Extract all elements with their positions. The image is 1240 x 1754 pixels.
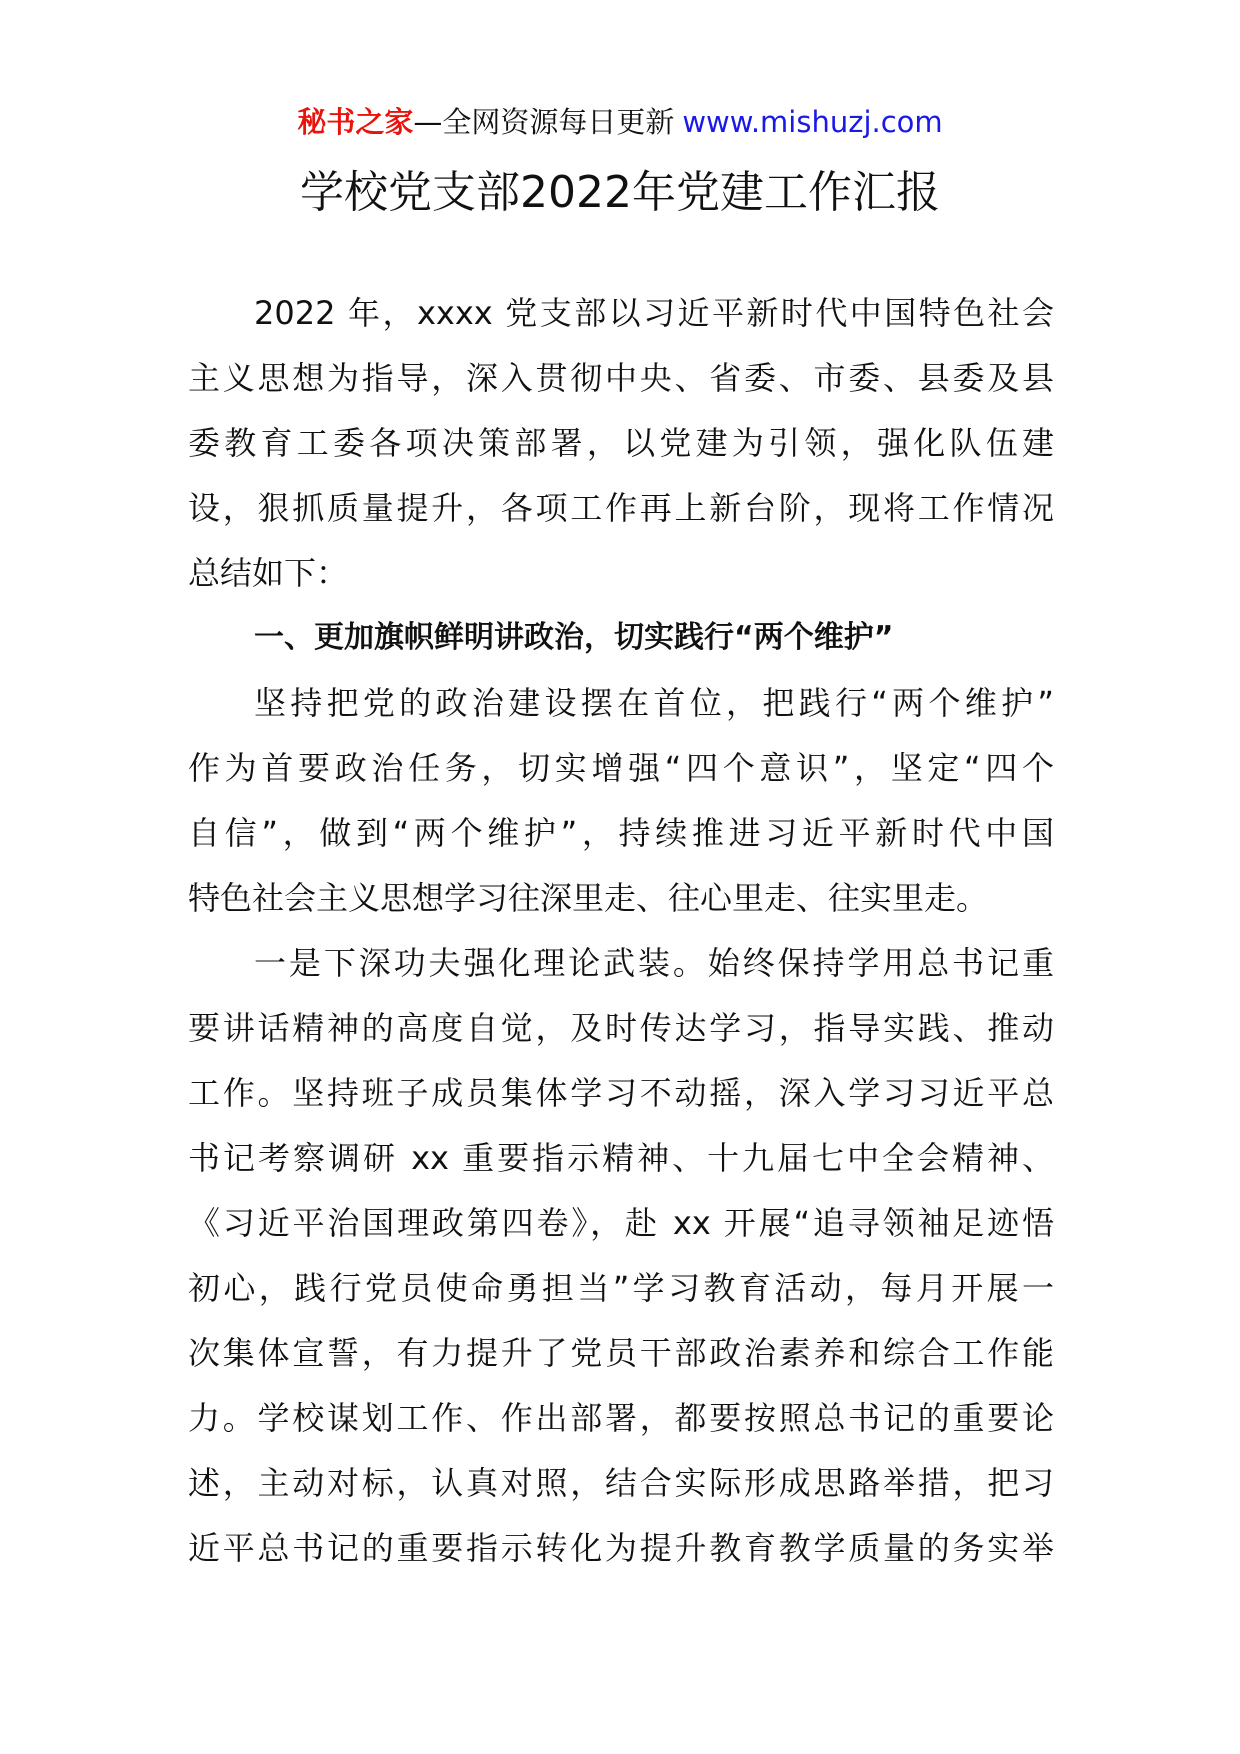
header-tagline: —全网资源每日更新 — [413, 105, 675, 139]
body-line: 书记考察调研 xx 重要指示精神、十九届七中全会精神、 — [188, 1139, 1054, 1177]
body-line: 《习近平治国理政第四卷》，赴 xx 开展“追寻领袖足迹悟 — [188, 1204, 1054, 1242]
body-line: 委教育工委各项决策部署，以党建为引领，强化队伍建 — [188, 424, 1054, 462]
body-line: 2022 年，xxxx 党支部以习近平新时代中国特色社会 — [254, 294, 1054, 332]
body-line: 近平总书记的重要指示转化为提升教育教学质量的务实举 — [188, 1529, 1054, 1567]
body-line: 一是下深功夫强化理论武装。始终保持学用总书记重 — [254, 944, 1054, 982]
body-line: 主义思想为指导，深入贯彻中央、省委、市委、县委及县 — [188, 359, 1054, 397]
body-line: 特色社会主义思想学习往深里走、往心里走、往实里走。 — [188, 879, 989, 917]
body-line: 要讲话精神的高度自觉，及时传达学习，指导实践、推动 — [188, 1009, 1054, 1047]
page-title: 学校党支部2022年党建工作汇报 — [300, 167, 940, 218]
body-line: 工作。坚持班子成员集体学习不动摇，深入学习习近平总 — [188, 1074, 1054, 1112]
brand-name: 秘书之家 — [297, 105, 414, 139]
section-heading: 一、更加旗帜鲜明讲政治，切实践行“两个维护” — [254, 620, 894, 655]
body-line: 述，主动对标，认真对照，结合实际形成思路举措，把习 — [188, 1464, 1054, 1502]
body-line: 作为首要政治任务，切实增强“四个意识”，坚定“四个 — [188, 749, 1054, 787]
watermark-header — [0, 102, 1240, 142]
body-line: 次集体宣誓，有力提升了党员干部政治素养和综合工作能 — [188, 1334, 1054, 1372]
document-body — [188, 290, 1054, 1590]
body-line: 自信”，做到“两个维护”，持续推进习近平新时代中国 — [188, 814, 1054, 852]
site-link[interactable]: www.mishuzj.com — [682, 105, 943, 139]
body-line: 力。学校谋划工作、作出部署，都要按照总书记的重要论 — [188, 1399, 1054, 1437]
body-line: 设，狠抓质量提升，各项工作再上新台阶，现将工作情况 — [188, 489, 1054, 527]
body-line: 初心，践行党员使命勇担当”学习教育活动，每月开展一 — [188, 1269, 1054, 1307]
body-line: 总结如下： — [188, 554, 349, 592]
body-line: 坚持把党的政治建设摆在首位，把践行“两个维护” — [254, 684, 1054, 722]
